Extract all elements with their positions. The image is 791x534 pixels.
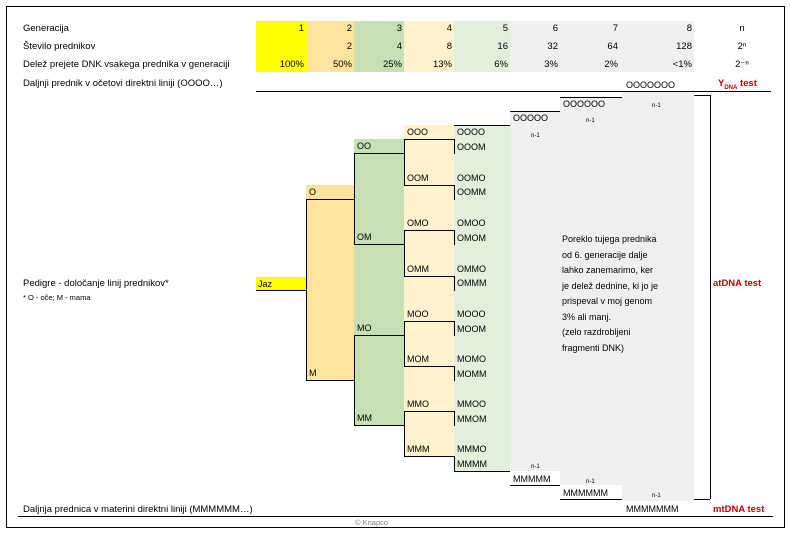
- gen2-column: [306, 185, 354, 380]
- annotation-text: Poreklo tujega prednika od 6. generacije dalje lahko zanemarimo, ker je delež dednine, ki jo je prispeval v moj genom 3% ali manj. (zelo razdrobljeni fragmenti DNK): [562, 234, 659, 353]
- share-value: 2%: [604, 59, 618, 70]
- ancestor-node: MMOM: [457, 414, 487, 424]
- ancestor-node: MMMMMMM: [626, 504, 679, 514]
- ancestor-node: MOMO: [457, 354, 486, 364]
- mother-line-label: Daljnja prednica v materini direktni liniji (MMMMMM…): [23, 504, 253, 515]
- count-value: 2: [346, 41, 352, 52]
- ancestor-node: OOOO: [457, 127, 486, 137]
- ancestor-node: MOMM: [457, 369, 487, 379]
- share-value: 25%: [382, 59, 402, 70]
- count-value: 32: [547, 41, 558, 52]
- ancestor-node: OMOM: [457, 233, 486, 243]
- row-label-dna-share: Delež prejete DNK vsakega prednika v generaciji: [23, 59, 230, 70]
- ancestor-node: OOOM: [457, 142, 486, 152]
- gen-value: 7: [612, 23, 618, 34]
- gen3-column: [354, 139, 404, 425]
- ancestor-node: MOO: [407, 309, 429, 319]
- ancestor-node: OOOOOO: [563, 99, 606, 109]
- gen6-column: [510, 111, 560, 486]
- ancestor-node: OOOOO: [513, 113, 549, 123]
- n-minus-1-label: n-1: [531, 133, 540, 139]
- count-value: 4: [396, 41, 402, 52]
- ancestor-node: O: [309, 187, 317, 197]
- ancestor-node: MMMM: [457, 459, 487, 469]
- count-formula: 2ⁿ: [737, 41, 747, 52]
- n-minus-1-label: n-1: [652, 103, 661, 109]
- mtdna-test-label: mtDNA test: [713, 504, 765, 515]
- ancestor-node: MO: [357, 323, 372, 333]
- gen-value: 4: [446, 23, 452, 34]
- ancestor-node: MMMO: [457, 444, 487, 454]
- n-minus-1-label: n-1: [531, 464, 540, 470]
- n-minus-1-label: n-1: [586, 118, 595, 124]
- gen-value: 2: [346, 23, 352, 34]
- count-value: 16: [497, 41, 508, 52]
- ancestor-node: OMMM: [457, 278, 487, 288]
- count-value: 64: [607, 41, 618, 52]
- ancestor-node: MMM: [407, 444, 430, 454]
- count-value: 128: [676, 41, 692, 52]
- count-value: 8: [446, 41, 452, 52]
- ancestor-node: OO: [357, 141, 372, 151]
- ancestor-node: OMM: [407, 264, 429, 274]
- pedigree-note: * O - oče; M - mama: [23, 293, 91, 302]
- row-label-generation: Generacija: [23, 23, 69, 34]
- father-line-label: Daljnji prednik v očetovi direktni liniji (OOOO…): [23, 78, 223, 89]
- ancestor-node: MMMMM: [513, 474, 551, 484]
- share-value: 50%: [332, 59, 352, 70]
- ydna-test-label: $Y_{DNA}$ test: [718, 78, 757, 91]
- ancestor-node: OMMO: [457, 264, 486, 274]
- ancestor-node: M: [309, 368, 317, 378]
- ancestor-node: OOM: [407, 173, 429, 183]
- share-value: 6%: [494, 59, 508, 70]
- ancestor-node: OOO: [407, 127, 429, 137]
- ancestor-node: MOOO: [457, 309, 486, 319]
- ancestor-node: OM: [357, 232, 372, 242]
- share-value: 100%: [279, 59, 304, 70]
- root-node: Jaz: [258, 279, 273, 289]
- ancestor-node: MM: [357, 413, 372, 423]
- gen-value: 8: [686, 23, 692, 34]
- atdna-test-label: atDNA test: [713, 278, 762, 289]
- ancestor-node: MOM: [407, 354, 429, 364]
- gen-value: 6: [552, 23, 558, 34]
- n-minus-1-label: n-1: [652, 493, 661, 499]
- share-value: 3%: [544, 59, 558, 70]
- gen-formula: n: [739, 23, 745, 34]
- share-formula: 2⁻ⁿ: [735, 59, 749, 70]
- share-value: <1%: [672, 59, 692, 70]
- n-minus-1-label: n-1: [586, 479, 595, 485]
- ancestor-node: MMOO: [457, 399, 486, 409]
- share-value: 13%: [432, 59, 452, 70]
- gen-value: 3: [396, 23, 402, 34]
- ancestor-node: MOOM: [457, 324, 486, 334]
- ancestor-node: OOMM: [457, 187, 486, 197]
- ancestor-node: OOOOOOO: [626, 80, 676, 90]
- ancestor-node: OMOO: [457, 218, 486, 228]
- ancestor-node: MMMMMM: [563, 488, 608, 498]
- ancestor-node: OOMO: [457, 173, 486, 183]
- gen-value: 5: [502, 23, 508, 34]
- chain-gap: [622, 92, 694, 97]
- ancestor-node: MMO: [407, 399, 429, 409]
- chain-gap: [510, 97, 560, 111]
- pedigree-label: Pedigre - določanje linij prednikov*: [23, 278, 169, 289]
- gen-value: 1: [298, 23, 304, 34]
- credit-text: © Knapco: [355, 518, 389, 527]
- ancestor-node: OMO: [407, 218, 429, 228]
- row-label-ancestor-count: Število prednikov: [23, 41, 96, 52]
- mother-line-rule: [18, 516, 773, 517]
